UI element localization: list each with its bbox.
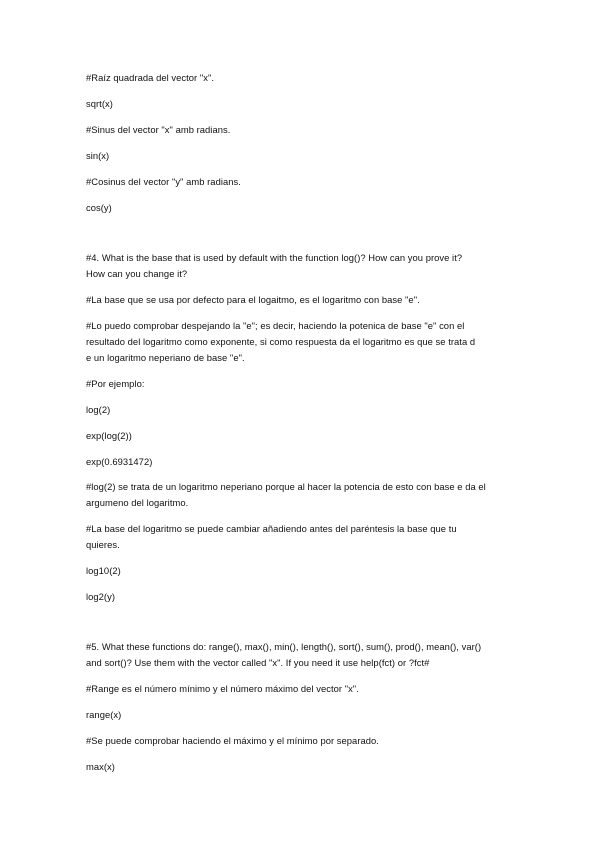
comment-line: #Raíz quadrada del vector "x". — [86, 72, 215, 83]
question-line: #4. What is the base that is used by default with the function log()? How can you prove it? — [86, 252, 463, 263]
code-line: log10(2) — [86, 565, 121, 576]
comment-line: #Range es el número mínimo y el número máximo del vector "x". — [86, 683, 359, 694]
comment-line: resultado del logaritmo como exponente, si como respuesta da el logaritmo es que se trata d — [86, 336, 476, 347]
code-line: exp(log(2)) — [86, 430, 132, 441]
code-line: log(2) — [86, 404, 111, 415]
code-line: sqrt(x) — [86, 98, 113, 109]
code-line: cos(y) — [86, 202, 112, 213]
question-line: How can you change it? — [86, 268, 188, 279]
code-line: max(x) — [86, 761, 115, 772]
comment-line: #La base que se usa por defecto para el logaitmo, es el logaritmo con base "e". — [86, 294, 420, 305]
comment-line: #Sinus del vector "x" amb radians. — [86, 124, 231, 135]
comment-line: #Cosinus del vector "y" amb radians. — [86, 176, 241, 187]
comment-line: #La base del logaritmo se puede cambiar añadiendo antes del paréntesis la base que tu — [86, 523, 457, 534]
comment-line: e un logaritmo neperiano de base "e". — [86, 352, 245, 363]
code-line: range(x) — [86, 709, 122, 720]
question-line: and sort()? Use them with the vector called "x". If you need it use help(fct) or ?fct# — [86, 657, 430, 668]
comment-line: argumeno del logaritmo. — [86, 497, 189, 508]
question-line: #5. What these functions do: range(), max(), min(), length(), sort(), sum(), prod(), mean(), var() — [86, 641, 482, 652]
code-line: log2(y) — [86, 591, 116, 602]
comment-line: #Se puede comprobar haciendo el máximo y el mínimo por separado. — [86, 735, 379, 746]
comment-line: #log(2) se trata de un logaritmo neperiano porque al hacer la potencia de esto con base e da el — [86, 481, 486, 492]
comment-line: #Lo puedo comprobar despejando la "e"; es decir, haciendo la potenica de base "e" con el — [86, 320, 465, 331]
comment-line: #Por ejemplo: — [86, 378, 145, 389]
comment-line: quieres. — [86, 539, 120, 550]
code-line: exp(0.6931472) — [86, 456, 153, 467]
code-line: sin(x) — [86, 150, 110, 161]
